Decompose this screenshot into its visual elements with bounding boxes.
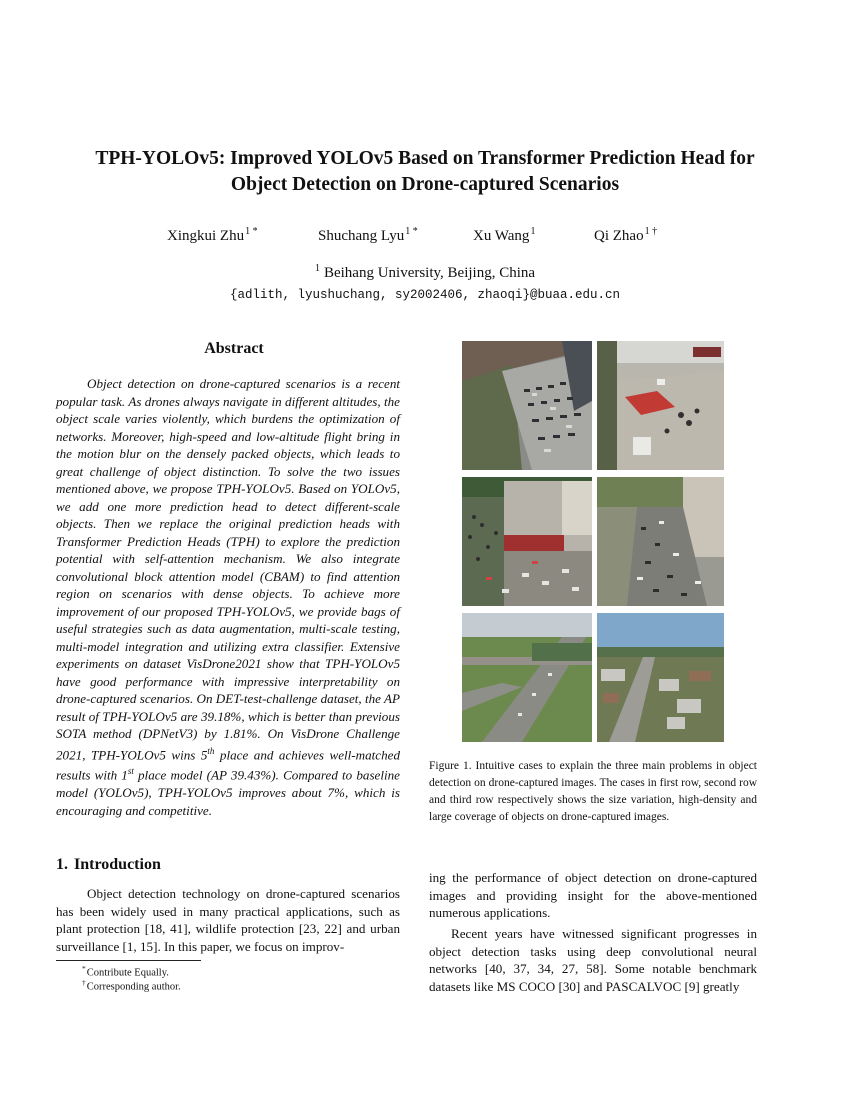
figure-photo-parking-lot: [462, 341, 592, 470]
author-4: Qi Zhao$^{1 \dagger}$: [594, 226, 658, 244]
affiliation: $^1$ Beihang University, Beijing, China: [314, 263, 536, 281]
introduction-heading: 1. Introduction: [56, 856, 161, 873]
introduction-paragraph-continued: ing the performance of object detection on drone-captured images and providing insight for the above-mentioned numerous applications.: [429, 870, 757, 920]
abstract-heading: Abstract: [204, 340, 264, 357]
introduction-paragraph-2: Recent years have witnessed significant progresses in object detection tasks using deep convolutional neural networks [40, 37, 34, 27, 58]. Some notable benchmark datasets like MS COCO [30] and PASCALVOC [9] greatly: [429, 926, 757, 994]
footnote-rule: [56, 960, 201, 961]
footnote-corresponding-author: †Corresponding author.: [82, 978, 181, 993]
introduction-paragraph: Object detection technology on drone-captured scenarios has been widely used in many practical applications, such as plant protection [18, 41], wildlife protection [23, 22] and urban surveillance [1, 15]. In this paper, we focus on improv-: [56, 886, 400, 954]
figure-photo-crowded-square: [462, 477, 592, 606]
footnote-equal-contribution: *Contribute Equally.: [82, 964, 169, 979]
author-emails: {adlith, lyushuchang, sy2002406, zhaoqi}@buaa.edu.cn: [229, 288, 621, 302]
author-3: Xu Wang$^1$: [473, 226, 536, 244]
figure-caption: Figure 1. Intuitive cases to explain the three main problems in object detection on drone-captured images. The cases in first row, second row and third row respectively shows the size variation, high-density and large coverage of objects on drone-captured images.: [429, 760, 757, 823]
figure-photo-city-overview: [597, 613, 724, 742]
title-line-2: Object Detection on Drone-captured Scenarios: [230, 174, 620, 195]
author-1: Xingkui Zhu$^{1 *}$: [167, 226, 258, 244]
author-2: Shuchang Lyu$^{1 *}$: [318, 226, 418, 244]
figure-photo-busy-intersection: [597, 477, 724, 606]
paper-title: [40, 146, 810, 198]
figure-photo-highway: [462, 613, 592, 742]
abstract-text: Object detection on drone-captured scenarios is a recent popular task. As drones always navigate in different altitudes, the object scale varies violently, which burdens the optimization of networks. Moreover, high-speed and low-altitude flight bring in the motion blur on the densely packed objects, which leads to great challenge of object distinction. To solve the two issues mentioned above, we propose TPH-YOLOv5. Based on YOLOv5, we add one more prediction head to detect different-scale objects. Then we replace the original prediction heads with Transformer Prediction Heads (TPH) to explore the prediction potential with self-attention mechanism. We also integrate convolutional block attention model (CBAM) to find attention region on scenarios with dense objects. To achieve more improvement of our proposed TPH-YOLOv5, we provide bags of useful strategies such as data augmentation, multi-scale testing, multi-model integration and utilizing extra classifier. Extensive experiments on dataset VisDrone2021 show that TPH-YOLOv5 have good performance with impressive interpretability on drone-captured scenarios. On DET-test-challenge dataset, the AP result of TPH-YOLOv5 are 39.18%, which is better than previous SOTA method (DPNetV3) by 1.81%. On VisDrone Challenge 2021, TPH-YOLOv5 wins 5th place and achieves well-matched results with 1st place model (AP 39.43%). Compared to baseline model (YOLOv5), TPH-YOLOv5 improves about 7%, which is encouraging and competitive.: [56, 376, 401, 818]
title-line-1: TPH-YOLOv5: Improved YOLOv5 Based on Transformer Prediction Head for: [95, 148, 755, 169]
figure-photo-street-market: [597, 341, 724, 470]
